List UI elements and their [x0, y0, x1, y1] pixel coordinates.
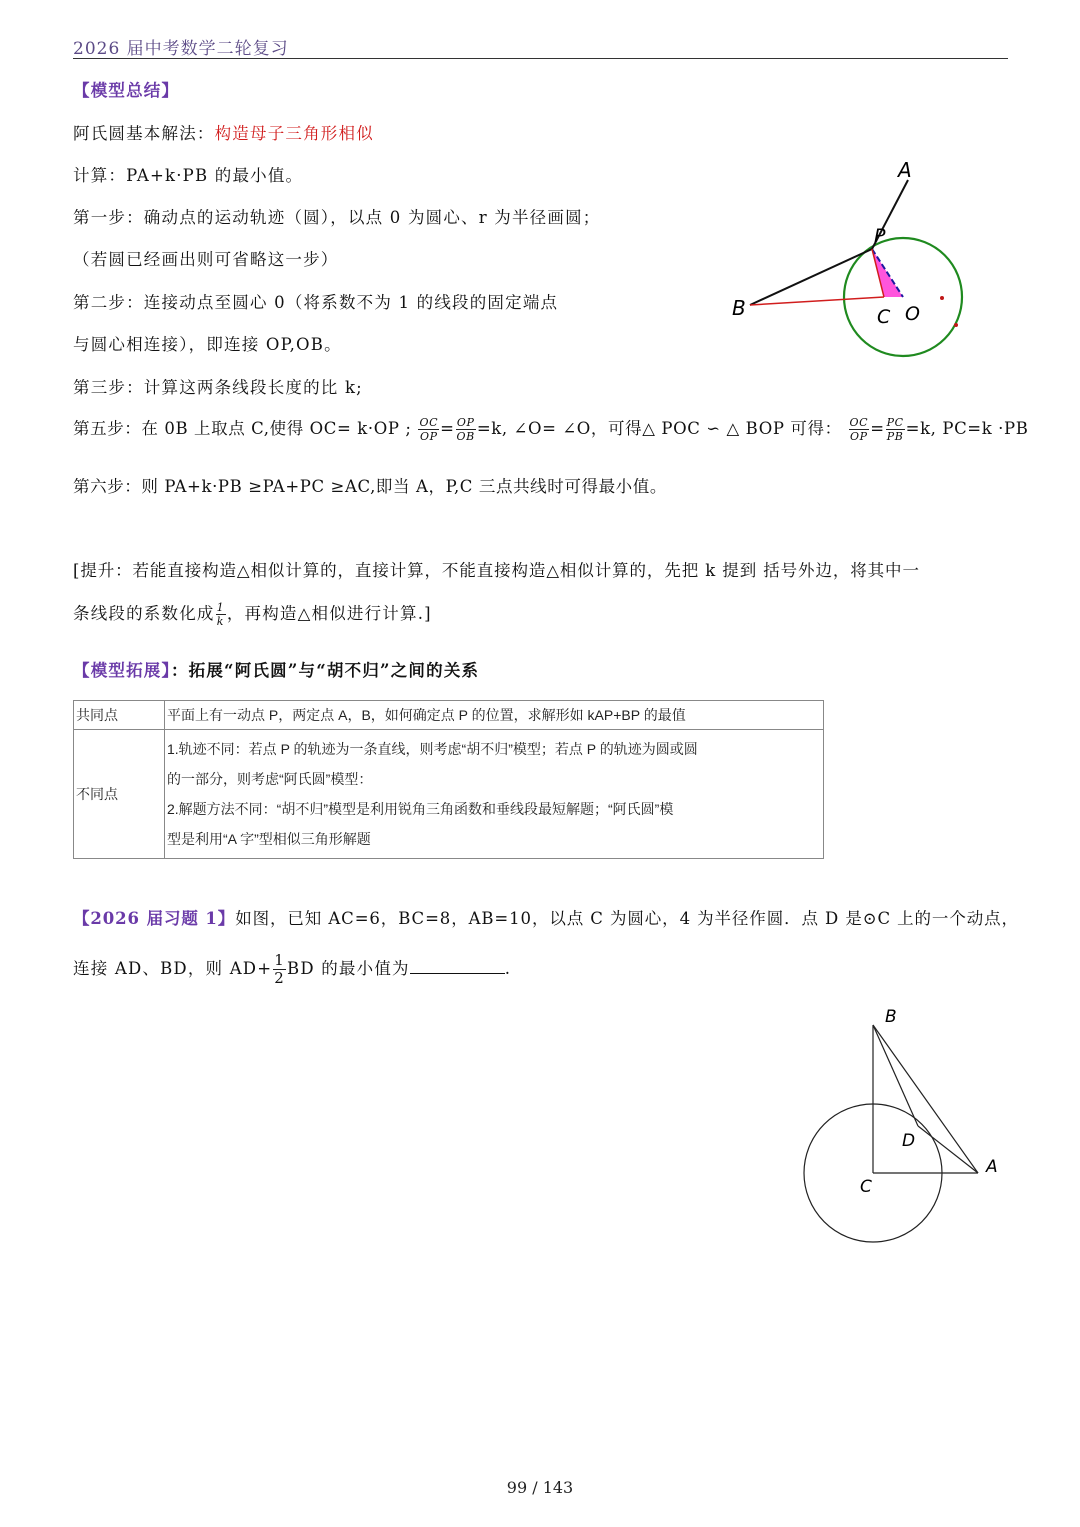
segment-da — [918, 1126, 978, 1173]
step5-line: 第五步：在 0B 上取点 C,使得 OC= k·OP ; $\frac{OC}{OP}$ = $\frac{OP}{OB}$ =k, ∠O= ∠O，可得△ POC ∽ △ BOP 可得： $\frac{OC}{OP}$ = $\frac{PC}{PB}$ =k, PC=k ·PB — [73, 416, 1029, 443]
exercise-text-b1: 连接 AD、BD，则 AD+ — [73, 959, 273, 978]
page-number: 99 / 143 — [506, 1478, 574, 1497]
tip-part-1: 条线段的系数化成 — [73, 604, 215, 623]
fraction-pc-pb — [886, 416, 905, 443]
step5-part-a: 第五步：在 0B 上取点 C,使得 OC= k·OP ; — [73, 419, 412, 438]
segment-bc — [750, 297, 884, 305]
exercise-text-b2: BD 的最小值为 — [287, 959, 410, 978]
step1-line: 第一步：确动点的运动轨迹（圆），以点 0 为圆心、r 为半径画圆； — [73, 208, 601, 227]
table-cell-label: 不同点 — [74, 730, 165, 859]
summary-tag: 【模型总结】 — [73, 81, 180, 100]
extension-title: ：拓展“阿氏圆”与“胡不归”之间的关系 — [170, 661, 480, 680]
table-cell-line: 2.解题方法不同：“胡不归”模型是利用锐角三角函数和垂线段最短解题；“阿氏圆”模 — [167, 801, 674, 817]
table-row — [74, 730, 824, 859]
step3-line: 第三步：计算这两条线段长度的比 k; — [73, 378, 363, 397]
frac-num: OP — [456, 416, 475, 429]
tip-line-b — [73, 600, 432, 628]
tip-part-2: ，再构造△相似进行计算.] — [226, 604, 432, 623]
fraction-one-over-k — [216, 601, 226, 628]
fraction-op-ob — [456, 416, 476, 443]
exercise-figure — [790, 1000, 1020, 1250]
frac-num: OC — [849, 416, 869, 429]
label-d: D — [902, 1131, 916, 1151]
step5-part-b: =k, ∠O= ∠O，可得△ POC ∽ △ BOP 可得： — [476, 419, 842, 438]
exercise-text-a: 如图，已知 AC=6，BC=8，AB=10，以点 C 为圆心，4 为半径作圆．点 D 是⊙C 上的一个动点， — [235, 909, 1019, 928]
frac-num: 1 — [274, 951, 286, 969]
center-point — [940, 296, 944, 300]
frac-den: OP — [419, 430, 438, 443]
segment-bp — [750, 249, 872, 305]
frac-num: PC — [886, 416, 904, 429]
frac-num: OC — [419, 416, 439, 429]
segment-ba — [873, 1025, 978, 1173]
frac-num: 1 — [216, 601, 225, 614]
label-c: C — [877, 306, 891, 328]
fraction-oc-op — [418, 416, 439, 443]
table-cell-line: 1.轨迹不同：若点 P 的轨迹为一条直线，则考虑“胡不归”模型；若点 P 的轨迹为圆或圆 — [167, 741, 698, 757]
label-o: O — [905, 303, 920, 325]
answer-blank[interactable] — [410, 957, 505, 974]
step1-note: （若圆已经画出则可省略这一步） — [73, 250, 339, 269]
table-cell-content: 平面上有一动点 P，两定点 A，B，如何确定点 P 的位置，求解形如 kAP+BP 的最值 — [165, 701, 824, 730]
label-b: B — [732, 296, 746, 320]
fraction-one-half — [273, 952, 286, 987]
exercise-line-b — [73, 952, 511, 987]
method-line — [73, 120, 374, 144]
label-b: B — [885, 1007, 897, 1027]
method-highlight: 构造母子三角形相似 — [214, 124, 374, 143]
label-a: A — [898, 158, 912, 182]
exercise-tag: 【2026 届习题 1】 — [73, 909, 236, 928]
segment-bd — [873, 1025, 918, 1126]
frac-den: PB — [886, 430, 904, 443]
step5-part-c: =k, PC=k ·PB — [905, 419, 1029, 438]
tip-line-a: [提升：若能直接构造△相似计算的，直接计算，不能直接构造△相似计算的，先把 k 提到 括号外边，将其中一 — [73, 561, 920, 580]
label-a: A — [986, 1157, 998, 1177]
circle-point — [954, 323, 958, 327]
label-c: C — [860, 1177, 872, 1197]
method-prefix: 阿氏圆基本解法： — [73, 124, 215, 143]
apollonius-figure — [720, 150, 980, 365]
header-divider — [73, 58, 1008, 59]
frac-den: 2 — [274, 969, 286, 987]
fraction-oc-op-2 — [849, 416, 870, 443]
exercise-line-a — [73, 905, 1019, 929]
step2-line-b: 与圆心相连接），即连接 OP,OB。 — [73, 335, 342, 354]
extension-tag: 【模型拓展】 — [73, 661, 171, 680]
exercise-text-b3: . — [504, 959, 512, 978]
extension-heading — [73, 657, 479, 681]
label-p: P — [874, 225, 886, 247]
frac-den: k — [216, 615, 225, 628]
step6-line: 第六步：则 PA+k·PB ≥PA+PC ≥AC,即当 A，P,C 三点共线时可得最小值。 — [73, 477, 667, 496]
table-row — [74, 701, 824, 730]
calc-line: 计算：PA+k·PB 的最小值。 — [73, 166, 304, 185]
table-cell-content — [165, 730, 824, 859]
page-header-title: 2026 届中考数学二轮复习 — [73, 39, 289, 59]
frac-den: OB — [456, 430, 475, 443]
table-cell-label: 共同点 — [74, 701, 165, 730]
comparison-table — [73, 700, 824, 859]
table-cell-line: 的一部分，则考虑“阿氏圆”模型： — [167, 771, 373, 787]
table-cell-line: 型是利用“A 字”型相似三角形解题 — [167, 831, 371, 847]
frac-den: OP — [850, 430, 868, 443]
step2-line-a: 第二步：连接动点至圆心 0（将系数不为 1 的线段的固定端点 — [73, 293, 559, 312]
